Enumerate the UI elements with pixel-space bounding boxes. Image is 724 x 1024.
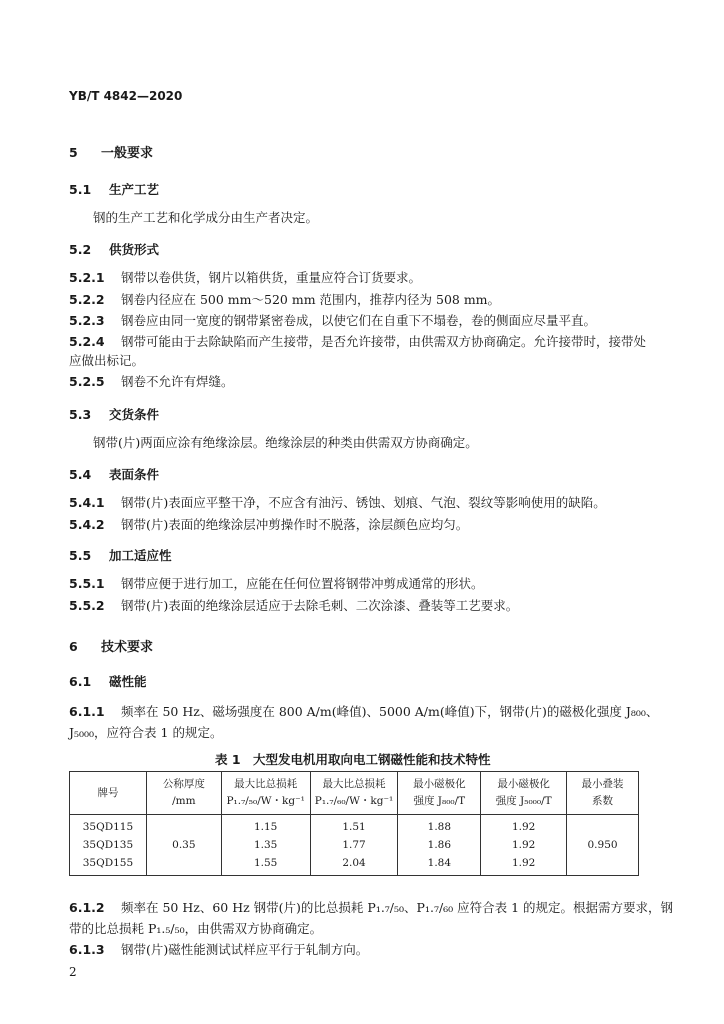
- col-header-j5000: 最小磁极化 强度 J₅₀₀₀/T: [481, 772, 567, 815]
- clause-5-4-2: 5.4.2 钢带(片)表面的绝缘涂层冲剪操作时不脱落，涂层颜色应均匀。: [69, 517, 469, 532]
- clause-6-1-2-cont: 带的比总损耗 P₁.₅/₅₀，由供需双方协商确定。: [69, 921, 323, 936]
- section-5-4-heading: 5.4 表面条件: [69, 467, 160, 482]
- section-5-2-heading: 5.2 供货形式: [69, 242, 160, 257]
- clause-5-4-1: 5.4.1 钢带(片)表面应平整干净，不应含有油污、锈蚀、划痕、气泡、裂纹等影响使用的缺陷。: [69, 495, 606, 510]
- section-5-1-heading: 5.1 生产工艺: [69, 182, 160, 197]
- section-5-heading: 5 一般要求: [69, 145, 154, 161]
- p1760-cell: 1.51 1.77 2.04: [310, 815, 398, 876]
- j5000-cell: 1.92 1.92 1.92: [481, 815, 567, 876]
- section-5-5-heading: 5.5 加工适应性: [69, 548, 172, 563]
- col-header-j800: 最小磁极化 强度 J₈₀₀/T: [398, 772, 481, 815]
- clause-5-2-1: 5.2.1 钢带以卷供货，钢片以箱供货，重量应符合订货要求。: [69, 270, 422, 285]
- table-header-row: [70, 772, 639, 815]
- table-row: [70, 815, 639, 876]
- clause-5-2-2: 5.2.2 钢卷内径应在 500 mm～520 mm 范围内，推荐内径为 508 mm。: [69, 292, 501, 307]
- section-5-3-heading: 5.3 交货条件: [69, 407, 160, 422]
- clause-5-2-5: 5.2.5 钢卷不允许有焊缝。: [69, 374, 234, 389]
- p1750-cell: 1.15 1.35 1.55: [221, 815, 310, 876]
- magnetic-properties-table: [69, 771, 639, 876]
- col-header-p1760: 最大比总损耗 P₁.₇/₆₀/W・kg⁻¹: [310, 772, 398, 815]
- section-5-3-text: 钢带(片)两面应涂有绝缘涂层。绝缘涂层的种类由供需双方协商确定。: [93, 435, 478, 450]
- clause-5-2-4-cont: 应做出标记。: [69, 353, 145, 368]
- section-6-heading: 6 技术要求: [69, 639, 154, 655]
- thickness-cell: 0.35: [146, 815, 221, 876]
- page-number: 2: [69, 965, 77, 979]
- clause-5-2-4: 5.2.4 钢带可能由于去除缺陷而产生接带，是否允许接带，由供需双方协商确定。允许接带时，接带处: [69, 334, 647, 349]
- clause-6-1-3: 6.1.3 钢带(片)磁性能测试试样应平行于轧制方向。: [69, 942, 369, 957]
- table-caption: 表 1 大型发电机用取向电工钢磁性能和技术特性: [215, 752, 491, 767]
- section-5-1-text: 钢的生产工艺和化学成分由生产者决定。: [93, 210, 319, 225]
- col-header-thickness: 公称厚度 /mm: [146, 772, 221, 815]
- standard-number: YB/T 4842—2020: [69, 89, 183, 103]
- clause-6-1-2: 6.1.2 频率在 50 Hz、60 Hz 钢带(片)的比总损耗 P₁.₇/₅₀、P₁.₇/₆₀ 应符合表 1 的规定。根据需方要求，钢: [69, 900, 674, 915]
- clause-6-1-1: 6.1.1 频率在 50 Hz、磁场强度在 800 A/m(峰值)、5000 A/m(峰值)下，钢带(片)的磁极化强度 J₈₀₀、: [69, 704, 659, 719]
- clause-5-5-2: 5.5.2 钢带(片)表面的绝缘涂层适应于去除毛刺、二次涂漆、叠装等工艺要求。: [69, 598, 519, 613]
- j800-cell: 1.88 1.86 1.84: [398, 815, 481, 876]
- section-6-1-heading: 6.1 磁性能: [69, 674, 147, 689]
- col-header-stacking: 最小叠装 系数: [567, 772, 639, 815]
- clause-5-5-1: 5.5.1 钢带应便于进行加工，应能在任何位置将钢带冲剪成通常的形状。: [69, 576, 484, 591]
- clause-6-1-1-cont: J₅₀₀₀，应符合表 1 的规定。: [69, 725, 223, 740]
- stacking-cell: 0.950: [567, 815, 639, 876]
- col-header-p1750: 最大比总损耗 P₁.₇/₅₀/W・kg⁻¹: [221, 772, 310, 815]
- grade-cell: 35QD115 35QD135 35QD155: [70, 815, 147, 876]
- clause-5-2-3: 5.2.3 钢卷应由同一宽度的钢带紧密卷成，以使它们在自重下不塌卷，卷的侧面应尽量平直。: [69, 313, 597, 328]
- col-header-grade: 牌号: [70, 772, 147, 815]
